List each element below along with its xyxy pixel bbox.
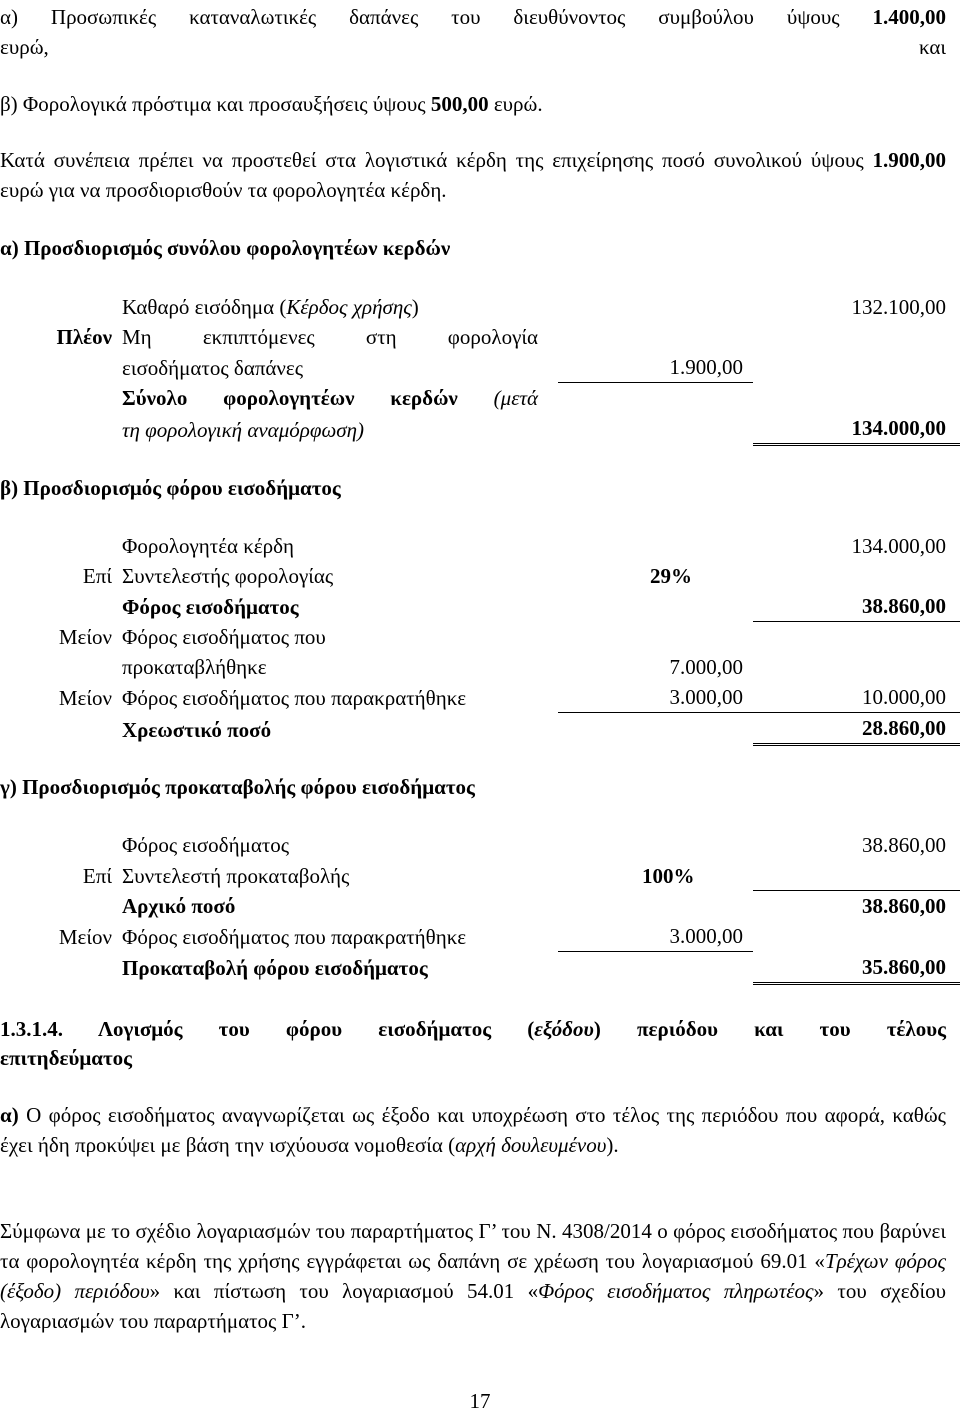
row-operator: Πλέον (56, 325, 112, 349)
row-rate: 100% (642, 863, 695, 888)
row-description: Φόρος εισοδήματος που παρακρατήθηκε (122, 924, 467, 949)
row-description: Φόρος εισοδήματος (122, 594, 299, 619)
row-description: προκαταβλήθηκε (122, 655, 267, 679)
page-number: 17 (469, 1389, 491, 1413)
row-operator: Μείον (58, 625, 112, 649)
table-row (0, 383, 960, 414)
table-row (0, 682, 960, 713)
row-value: 10.000,00 (862, 685, 946, 709)
row-description: Φόρος εισοδήματος που (122, 625, 326, 649)
row-description: Αρχικό ποσό (122, 894, 236, 918)
row-description: Προκαταβολή φόρου εισοδήματος (122, 956, 428, 980)
row-description: Φόρος εισοδήματος που παρακρατήθηκε (122, 685, 467, 710)
row-subtotal: 7.000,00 (669, 655, 743, 679)
row-value: 132.100,00 (851, 295, 946, 319)
row-operator: Επί (82, 863, 112, 888)
table-row (0, 860, 960, 891)
table-row (0, 531, 960, 561)
row-subtotal: 3.000,00 (558, 682, 753, 713)
row-total: 28.860,00 (753, 713, 960, 745)
row-description: εισοδήματος δαπάνες (122, 355, 304, 380)
table-row (0, 921, 960, 952)
row-description: Συντελεστής φορολογίας (122, 564, 334, 588)
row-description: Καθαρό εισόδημα (Κέρδος χρήσης) (122, 295, 419, 319)
row-description: Συντελεστή προκαταβολής (122, 863, 350, 888)
section-1314-heading: 1.3.1.4. Λογισμός του φόρου εισοδήματος (εξόδου) περιόδου και του τέλους (0, 1017, 946, 1041)
row-total: 134.000,00 (753, 413, 960, 445)
section-c-table (0, 830, 960, 985)
table-row (0, 622, 960, 653)
table-row (0, 652, 960, 682)
row-description: Μη εκπιπτόμενες στη φορολογία (122, 325, 538, 349)
row-rate: 29% (650, 564, 692, 588)
intro-line-b: β) Φορολογικά πρόστιμα και προσαυξήσεις ύψους 500,00 ευρώ. (0, 92, 543, 116)
row-operator: Επί (82, 564, 112, 588)
table-row (0, 830, 960, 860)
section-b-heading: β) Προσδιορισμός φόρου εισοδήματος (0, 476, 341, 500)
row-description: Φόρος εισοδήματος (122, 833, 290, 857)
section-1314-heading-line2: επιτηδεύματος (0, 1046, 133, 1070)
row-value: 38.860,00 (753, 591, 960, 622)
paragraph-accounts: Σύμφωνα με το σχέδιο λογαριασμών του παραρτήματος Γ’ του Ν. 4308/2014 ο φόρος εισοδήματος που βαρύνει τα φορολογητέα κέρδη της χρήσης εγγράφεται ως δαπάνη σε χρέωση του λογαριασμού 69.01 «Τρέχων φόρος (έξοδο) περιόδου» και πίστωση του λογαριασμού 54.01 «Φόρος εισοδήματος πληρωτέος» του σχεδίου λογαριασμών του παραρτήματος Γ’. (0, 1219, 947, 1333)
row-total: 35.860,00 (753, 952, 960, 984)
row-value: 38.860,00 (862, 833, 946, 857)
table-row (0, 591, 960, 622)
paragraph-label: α) (0, 1103, 19, 1127)
intro-conclusion: Κατά συνέπεια πρέπει να προστεθεί στα λογιστικά κέρδη της επιχείρησης ποσό συνολικού ύψους 1.900,00 ευρώ για να προσδιορισθούν τα φορολογητέα κέρδη. (0, 148, 946, 202)
paragraph-accrual-text: α) Ο φόρος εισοδήματος αναγνωρίζεται ως έξοδο και υποχρέωση στο τέλος της περιόδου που αφορά, καθώς έχει ήδη προκύψει με βάση την ισχύουσα νομοθεσία ( (0, 1103, 946, 1157)
row-description: τη φορολογική αναμόρφωση) (122, 417, 365, 442)
table-row (0, 352, 960, 383)
table-row (0, 952, 960, 984)
table-row (0, 292, 960, 322)
row-description: Χρεωστικό ποσό (122, 717, 272, 742)
row-description: Σύνολο φορολογητέων κερδών (μετά (122, 386, 539, 410)
table-row (0, 561, 960, 591)
row-operator: Μείον (58, 924, 112, 949)
row-subtotal: 3.000,00 (558, 921, 753, 952)
row-operator: Μείον (58, 685, 112, 710)
row-value: 134.000,00 (851, 534, 946, 558)
section-c-heading: γ) Προσδιορισμός προκαταβολής φόρου εισοδήματος (0, 775, 475, 799)
table-row (0, 322, 960, 352)
row-description: Φορολογητέα κέρδη (122, 534, 295, 558)
table-row (0, 413, 960, 445)
section-a-table (0, 292, 960, 446)
row-subtotal: 1.900,00 (558, 352, 753, 383)
paragraph-accrual: α) Ο φόρος εισοδήματος αναγνωρίζεται ως έξοδο και υποχρέωση στο τέλος της περιόδου που αφορά, καθώς έχει ήδη προκύψει με βάση την ισχύουσα νομοθεσία (αρχή δουλευμένου). (0, 1103, 946, 1157)
table-row (0, 891, 960, 922)
section-a-heading: α) Προσδιορισμός συνόλου φορολογητέων κερδών (0, 236, 451, 260)
intro-line-a: α) Προσωπικές καταναλωτικές δαπάνες του διευθύνοντος συμβούλου ύψους 1.400,00 ευρώ, και (0, 5, 946, 59)
row-value: 38.860,00 (753, 891, 960, 922)
section-b-table (0, 531, 960, 746)
table-row (0, 713, 960, 745)
